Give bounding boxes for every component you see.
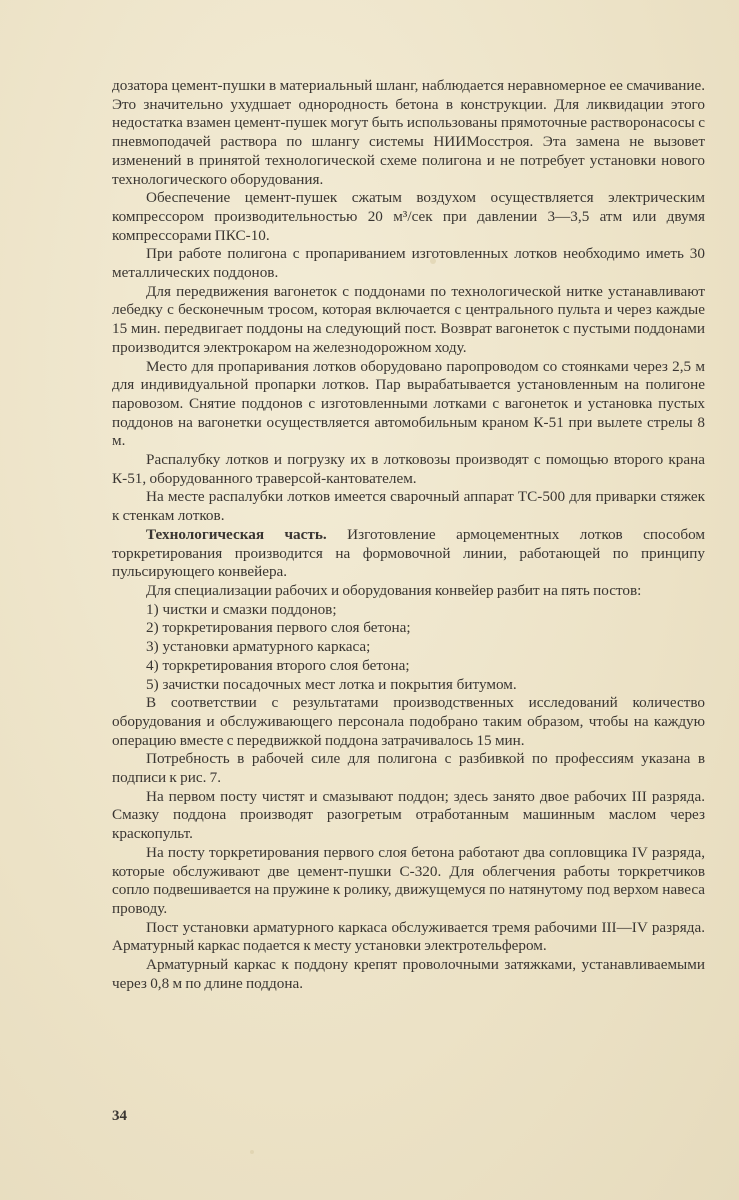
list-item: 4) торкретирования второго слоя бетона; (146, 656, 410, 674)
paragraph-welding: На месте распалубки лотков имеется сварочный аппарат ТС-500 для приварки стяжек к стенкам лотков. (112, 488, 705, 525)
list-item: 3) установки арматурного каркаса; (146, 638, 371, 656)
paper-stain (250, 1150, 254, 1154)
paragraph-reinforcement-post: Пост установки арматурного каркаса обслуживается тремя рабочими III—IV разряда. Арматурный каркас подается к месту установки электротельфером. (112, 918, 705, 955)
paragraph-first-post: На первом посту чистят и смазывают поддон; здесь занято двое рабочих III разряда. Смазку поддона производят разогретым отработанным машинным маслом через краскопульт. (112, 787, 705, 843)
paragraph-pallets: При работе полигона с пропариванием изготовленных лотков необходимо иметь 30 металлических поддонов. (112, 245, 705, 282)
paragraph-winch: Для передвижения вагонеток с поддонами по технологической нитке устанавливают лебедку с бесконечным тросом, которая включается с центрального пульта и через каждые 15 мин. передвигает поддоны на следующий пост. Возврат вагонеток с пустыми поддонами производится электрокаром на железнодорожном ходу. (112, 282, 705, 356)
paragraph-research: В соответствии с результатами производственных исследований количество оборудования и обслуживающего персонала подобрано таким образом, чтобы на каждую операцию вместе с передвижкой поддона затрачивалось 15 мин. (112, 694, 705, 749)
posts-list (112, 601, 705, 695)
section-heading: Технологическая часть. (146, 525, 327, 543)
paragraph-fastening: Арматурный каркас к поддону крепят проволочными затяжками, устанавливаемыми через 0,8 м по длине поддона. (112, 956, 705, 992)
paragraph-compressed-air: Обеспечение цемент-пушек сжатым воздухом осуществляется электрическим компрессором производительностью 20 м³/сек при давлении 3—3,5 атм или двумя компрессорами ПКС-10. (112, 189, 705, 244)
paragraph-steaming: Место для пропаривания лотков оборудовано паропроводом со стоянками через 2,5 м для индивидуальной пропарки лотков. Пар вырабатывается установленным на полигоне паровозом. Снятие поддонов с изготовленными лотками с вагонеток и установка пустых поддонов на вагонетки осуществляется автомобильным краном К-51 при вылете стрелы 8 м. (112, 357, 705, 450)
paragraph-posts-intro: Для специализации рабочих и оборудования конвейер разбит на пять постов: (146, 581, 642, 599)
paragraph-continuation: дозатора цемент-пушки в материальный шланг, наблюдается неравномерное ее смачивание. Это значительно ухудшает однородность бетона в конструкции. Для ликвидации этого недостатка взамен цемент-пушек могут быть использованы прямоточные растворонасосы с пневмоподачей раствора по шлангу системы НИИМосстроя. Эта замена не вызовет изменений в принятой технологической схеме полигона и не потребует установки нового технологического оборудования. (112, 77, 705, 188)
paragraph-shotcrete-post: На посту торкретирования первого слоя бетона работают два сопловщика IV разряда, которые обслуживают две цемент-пушки С-320. Для облегчения работы торкретчиков сопло подвешивается на пружине к ролику, движущемуся по натянутому под верхом навеса проводу. (112, 843, 705, 917)
body-text (112, 77, 705, 993)
page-number: 34 (112, 1108, 127, 1124)
list-item: 2) торкретирования первого слоя бетона; (146, 619, 411, 637)
list-item: 1) чистки и смазки поддонов; (146, 600, 337, 618)
list-item: 5) зачистки посадочных мест лотка и покрытия битумом. (146, 675, 517, 693)
paragraph-workforce: Потребность в рабочей силе для полигона с разбивкой по профессиям указана в подписи к рис. 7. (112, 750, 705, 787)
paragraph-formwork-removal: Распалубку лотков и погрузку их в лотковозы производят с помощью второго крана К-51, оборудованного траверсой-кантователем. (112, 451, 705, 487)
section-intro: Изготовление армоцементных лотков способом торкретирования производится на формовочной линии, работающей по принципу пульсирующего конвейера. (112, 525, 705, 581)
section-technological (112, 526, 705, 582)
